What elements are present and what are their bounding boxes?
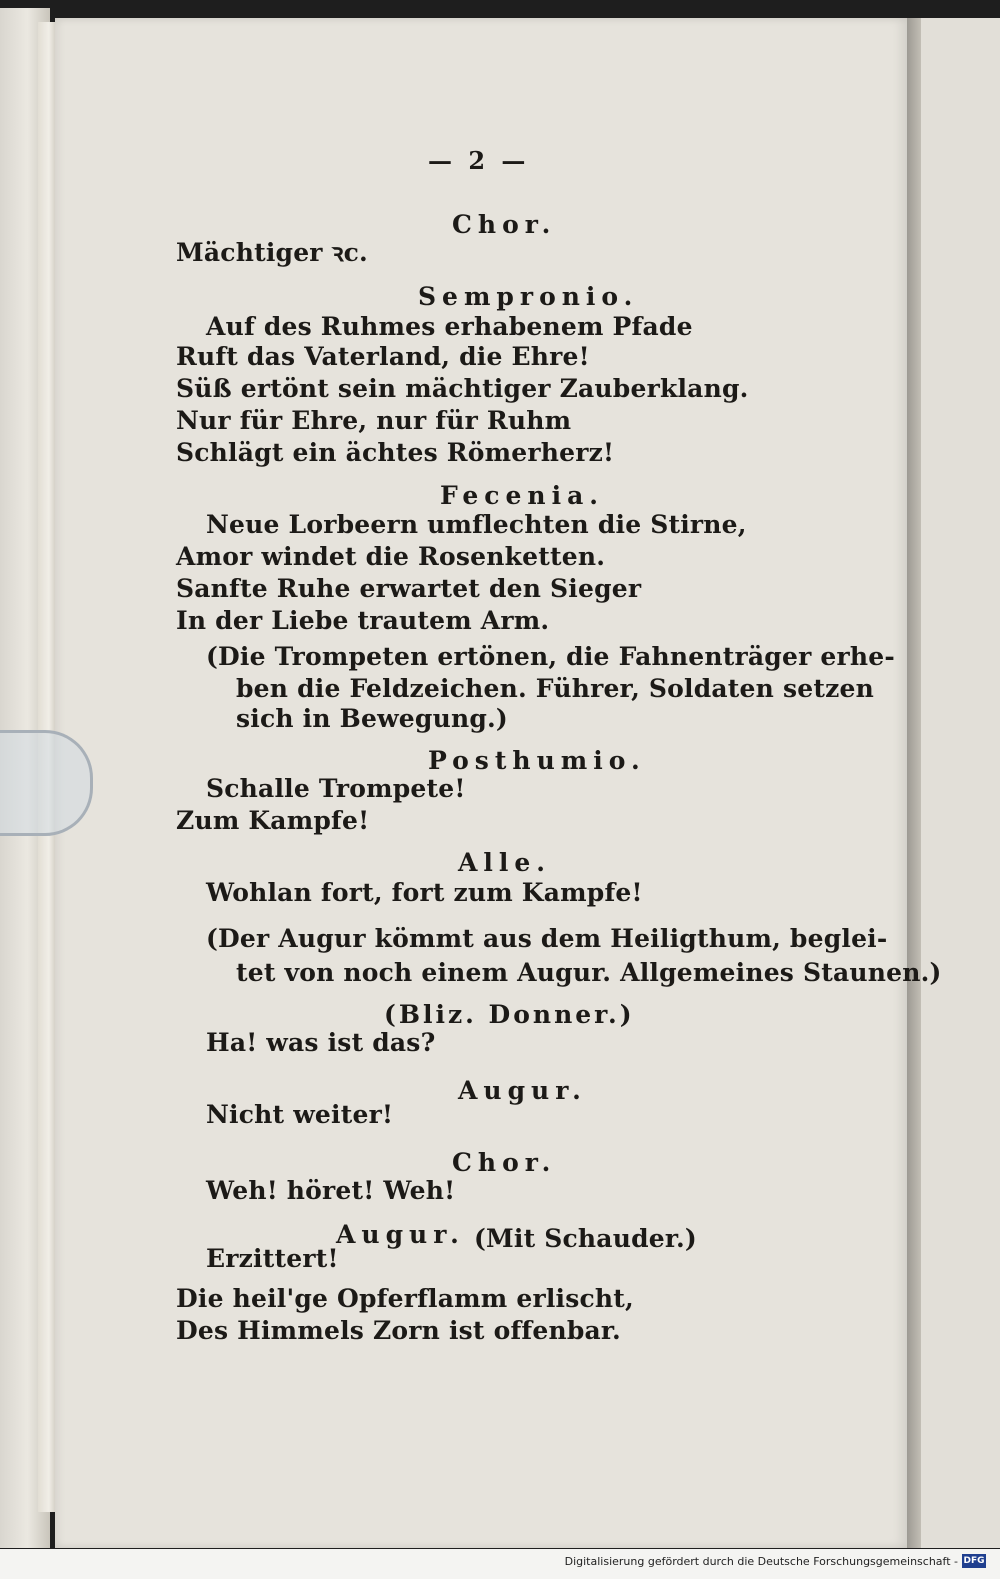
text-line: Mächtiger ꝛc. [176, 238, 368, 267]
stage-direction: (Mit Schauder.) [474, 1224, 697, 1253]
book-gutter [907, 18, 921, 1548]
stage-direction: ben die Feldzeichen. Führer, Soldaten setzen [236, 674, 874, 703]
speaker-heading: Alle. [458, 848, 552, 877]
text-line: Erzittert! [206, 1244, 339, 1273]
stage-direction: sich in Bewegung.) [236, 704, 508, 733]
speaker-heading: Augur. [458, 1076, 587, 1105]
text-line: Nur für Ehre, nur für Ruhm [176, 406, 572, 435]
speaker-heading: Chor. [452, 1148, 557, 1177]
text-line: Neue Lorbeern umflechten die Stirne, [206, 510, 747, 539]
text-line: Schalle Trompete! [206, 774, 466, 803]
speaker-heading: Chor. [452, 210, 557, 239]
next-page-edge [921, 18, 1000, 1548]
page-number: — 2 — [428, 146, 530, 175]
text-line: Des Himmels Zorn ist offenbar. [176, 1316, 621, 1345]
text-line: Amor windet die Rosenketten. [176, 542, 606, 571]
text-line: Ruft das Vaterland, die Ehre! [176, 342, 590, 371]
stage-direction: (Bliz. Donner.) [384, 1000, 635, 1029]
text-line: Wohlan fort, fort zum Kampfe! [206, 878, 643, 907]
text-line: In der Liebe trautem Arm. [176, 606, 550, 635]
digitization-credit: Digitalisierung gefördert durch die Deutsche Forschungsgemeinschaft - [564, 1555, 958, 1568]
text-line: Nicht weiter! [206, 1100, 394, 1129]
speaker-heading: Sempronio. [418, 282, 639, 311]
speaker-heading: Augur. [336, 1220, 465, 1249]
text-line: Weh! höret! Weh! [206, 1176, 456, 1205]
stage-direction: (Die Trompeten ertönen, die Fahnenträger erhe- [206, 642, 895, 671]
dfg-logo: DFG [963, 1556, 985, 1566]
text-line: Ha! was ist das? [206, 1028, 436, 1057]
text-line: Auf des Ruhmes erhabenem Pfade [206, 312, 693, 341]
speaker-heading: Fecenia. [440, 481, 604, 510]
speaker-heading: Posthumio. [428, 746, 646, 775]
stage-direction: tet von noch einem Augur. Allgemeines Staunen.) [236, 958, 942, 987]
text-line: Zum Kampfe! [176, 806, 370, 835]
text-line: Die heil'ge Opferflamm erlischt, [176, 1284, 634, 1313]
text-line: Schlägt ein ächtes Römerherz! [176, 438, 615, 467]
text-line: Süß ertönt sein mächtiger Zauberklang. [176, 374, 749, 403]
page-clip [0, 730, 93, 836]
text-line: Sanfte Ruhe erwartet den Sieger [176, 574, 642, 603]
stage-direction: (Der Augur kömmt aus dem Heiligthum, beglei- [206, 924, 888, 953]
